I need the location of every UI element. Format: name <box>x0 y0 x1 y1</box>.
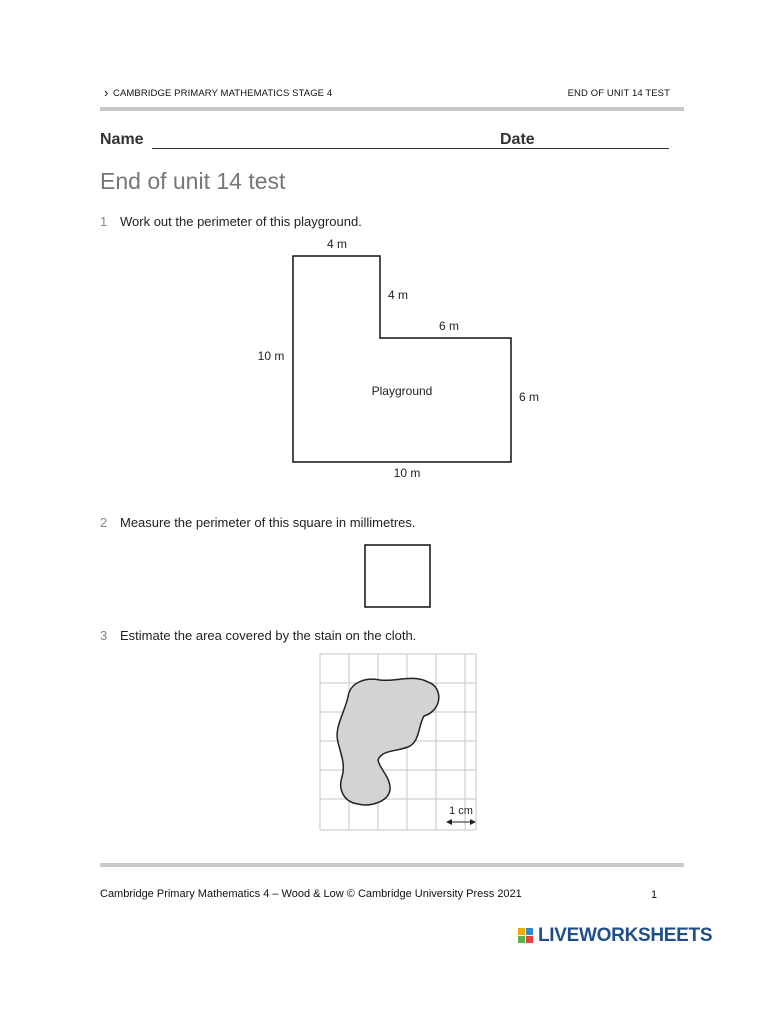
footer-divider <box>100 863 684 867</box>
question-text: Measure the perimeter of this square in millimetres. <box>120 515 416 530</box>
question-number: 1 <box>100 214 108 229</box>
question-number: 2 <box>100 515 108 530</box>
scale-arrow-icon <box>446 819 476 825</box>
dim-inner-horizontal: 6 m <box>438 319 460 333</box>
chevron-right-icon: › <box>104 85 109 100</box>
square-shape <box>365 545 430 607</box>
question-text: Estimate the area covered by the stain on the cloth. <box>120 628 417 643</box>
question-number: 3 <box>100 628 108 643</box>
cloth-grid-diagram <box>318 652 480 834</box>
question-1 <box>100 214 362 229</box>
header-divider <box>100 107 684 111</box>
page-number: 1 <box>651 889 658 901</box>
dim-top: 4 m <box>326 237 348 251</box>
header-series <box>104 85 333 100</box>
date-label: Date <box>500 131 535 148</box>
liveworksheets-logo-icon <box>518 928 534 944</box>
header-series-label: CAMBRIDGE PRIMARY MATHEMATICS STAGE 4 <box>113 88 333 99</box>
dim-inner-vertical: 4 m <box>387 288 409 302</box>
dim-bottom: 10 m <box>393 466 421 480</box>
header-test-title: END OF UNIT 14 TEST <box>567 88 670 99</box>
name-label: Name <box>100 131 144 148</box>
question-text: Work out the perimeter of this playground. <box>120 214 362 229</box>
brand-name: LIVEWORKSHEETS <box>538 925 713 946</box>
page-header <box>104 85 670 102</box>
playground-outline <box>293 256 511 462</box>
dim-left: 10 m <box>257 349 285 363</box>
question-3 <box>100 628 416 643</box>
page-title: End of unit 14 test <box>100 168 286 194</box>
playground-label: Playground <box>371 384 433 398</box>
footer-credit: Cambridge Primary Mathematics 4 – Wood & Low © Cambridge University Press 2021 <box>100 888 522 900</box>
date-field[interactable] <box>551 148 669 149</box>
question-2 <box>100 515 416 530</box>
square-diagram <box>364 544 432 608</box>
name-date-row <box>100 131 670 153</box>
scale-label: 1 cm <box>449 805 473 817</box>
playground-diagram <box>250 232 550 484</box>
stain-shape <box>337 678 439 804</box>
dim-right: 6 m <box>518 390 540 404</box>
